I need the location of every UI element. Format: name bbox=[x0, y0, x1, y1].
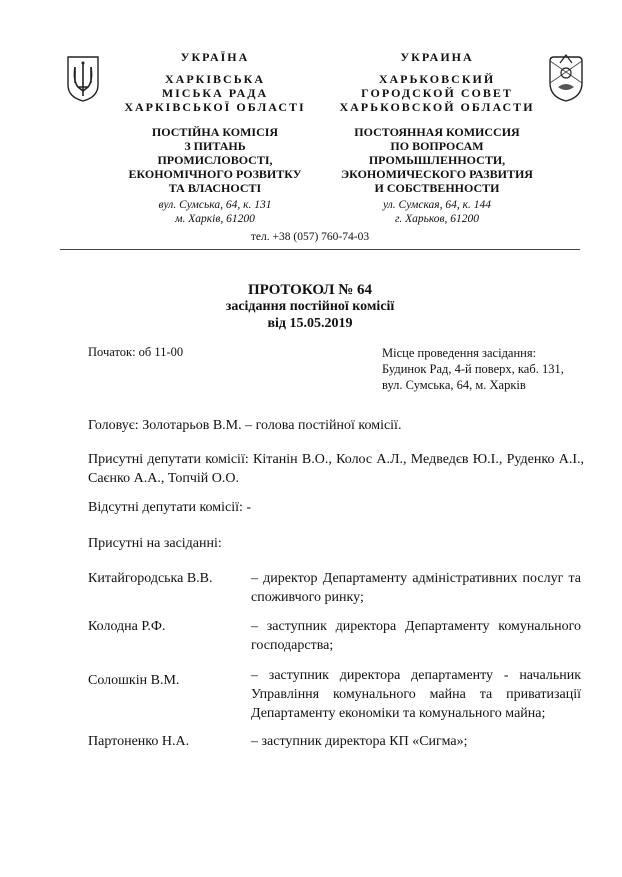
present-at-meeting-heading: Присутні на засіданні: bbox=[88, 536, 222, 551]
commission-ua-line: ПОСТІЙНА КОМІСІЯ bbox=[151, 125, 279, 139]
council-ru-line: ХАРЬКОВСКИЙ bbox=[378, 72, 496, 86]
chair-line: Головує: Золотарьов В.М. – голова постійної комісії. bbox=[88, 418, 402, 433]
protocol-date: від 15.05.2019 bbox=[267, 316, 353, 331]
commission-ru-line: ПОСТОЯННАЯ КОМИССИЯ bbox=[354, 125, 520, 139]
kharkiv-coat-of-arms-icon bbox=[546, 53, 586, 103]
meeting-place-line: вул. Сумська, 64, м. Харків bbox=[382, 378, 526, 392]
commission-ru bbox=[322, 125, 552, 195]
meeting-place bbox=[382, 345, 564, 393]
address-ua-line: м. Харків, 61200 bbox=[175, 213, 255, 225]
address-ua-line: вул. Сумська, 64, к. 131 bbox=[158, 199, 272, 211]
protocol-title: ПРОТОКОЛ № 64 bbox=[247, 282, 373, 298]
protocol-subtitle: засідання постійної комісії bbox=[225, 299, 395, 314]
commission-ua-line: ЕКОНОМІЧНОГО РОЗВИТКУ bbox=[128, 167, 302, 181]
attendee-role: – заступник директора Департаменту комунального господарства; bbox=[251, 619, 581, 653]
address-ru bbox=[322, 198, 552, 226]
meeting-start: Початок: об 11-00 bbox=[88, 345, 184, 359]
commission-ru-line: ПРОМЫШЛЕННОСТИ, bbox=[368, 153, 506, 167]
trident-coat-of-arms-icon bbox=[66, 55, 100, 103]
address-ru-line: г. Харьков, 61200 bbox=[394, 213, 480, 225]
absent-deputies: Відсутні депутати комісії: - bbox=[88, 500, 252, 515]
attendee-role: – заступник директора КП «Сигма»; bbox=[251, 734, 468, 749]
commission-ua-line: ПРОМИСЛОВОСТІ, bbox=[157, 153, 273, 167]
attendee-role: – заступник директора департаменту - начальник Управління комунального майна та приватизації Департаменту економіки та комунального майна; bbox=[251, 668, 581, 721]
council-ua-line: ХАРКІВСЬКОЇ ОБЛАСТІ bbox=[124, 100, 306, 114]
council-ru bbox=[322, 72, 552, 114]
attendee-name: Китайгородська В.В. bbox=[88, 571, 213, 586]
council-ua-line: МІСЬКА РАДА bbox=[161, 86, 269, 100]
council-ua-line: ХАРКІВСЬКА bbox=[164, 72, 265, 86]
phone-number: тел. +38 (057) 760-74-03 bbox=[250, 231, 370, 243]
address-ru-line: ул. Сумская, 64, к. 144 bbox=[382, 199, 492, 211]
council-ua bbox=[100, 72, 330, 114]
council-ru-line: ХАРЬКОВСКОЙ ОБЛАСТИ bbox=[339, 100, 535, 114]
attendee-name: Партоненко Н.А. bbox=[88, 734, 190, 749]
commission-ua bbox=[100, 125, 330, 195]
commission-ru-line: ЭКОНОМИЧЕСКОГО РАЗВИТИЯ bbox=[341, 167, 533, 181]
attendee-name: Солошкін В.М. bbox=[88, 673, 180, 688]
address-ua bbox=[100, 198, 330, 226]
commission-ru-line: ПО ВОПРОСАМ bbox=[390, 139, 484, 153]
country-ua: УКРАЇНА bbox=[180, 50, 250, 64]
attendee-role: – директор Департаменту адміністративних послуг та споживчого ринку; bbox=[251, 571, 581, 605]
country-ru: УКРАИНА bbox=[400, 50, 474, 64]
commission-ua-line: ТА ВЛАСНОСТІ bbox=[168, 181, 262, 195]
attendee-name: Колодна Р.Ф. bbox=[88, 619, 166, 634]
meeting-place-line: Місце проведення засідання: bbox=[382, 346, 537, 360]
present-deputies: Присутні депутати комісії: Кітанін В.О., Колос А.Л., Медведєв Ю.І., Руденко А.І., Саєнко А.А., Топчій О.О. bbox=[88, 452, 584, 486]
council-ru-line: ГОРОДСКОЙ СОВЕТ bbox=[361, 86, 513, 100]
header-divider bbox=[60, 249, 580, 250]
commission-ru-line: И СОБСТВЕННОСТИ bbox=[374, 181, 500, 195]
meeting-place-line: Будинок Рад, 4-й поверх, каб. 131, bbox=[382, 362, 564, 376]
commission-ua-line: З ПИТАНЬ bbox=[184, 139, 246, 153]
